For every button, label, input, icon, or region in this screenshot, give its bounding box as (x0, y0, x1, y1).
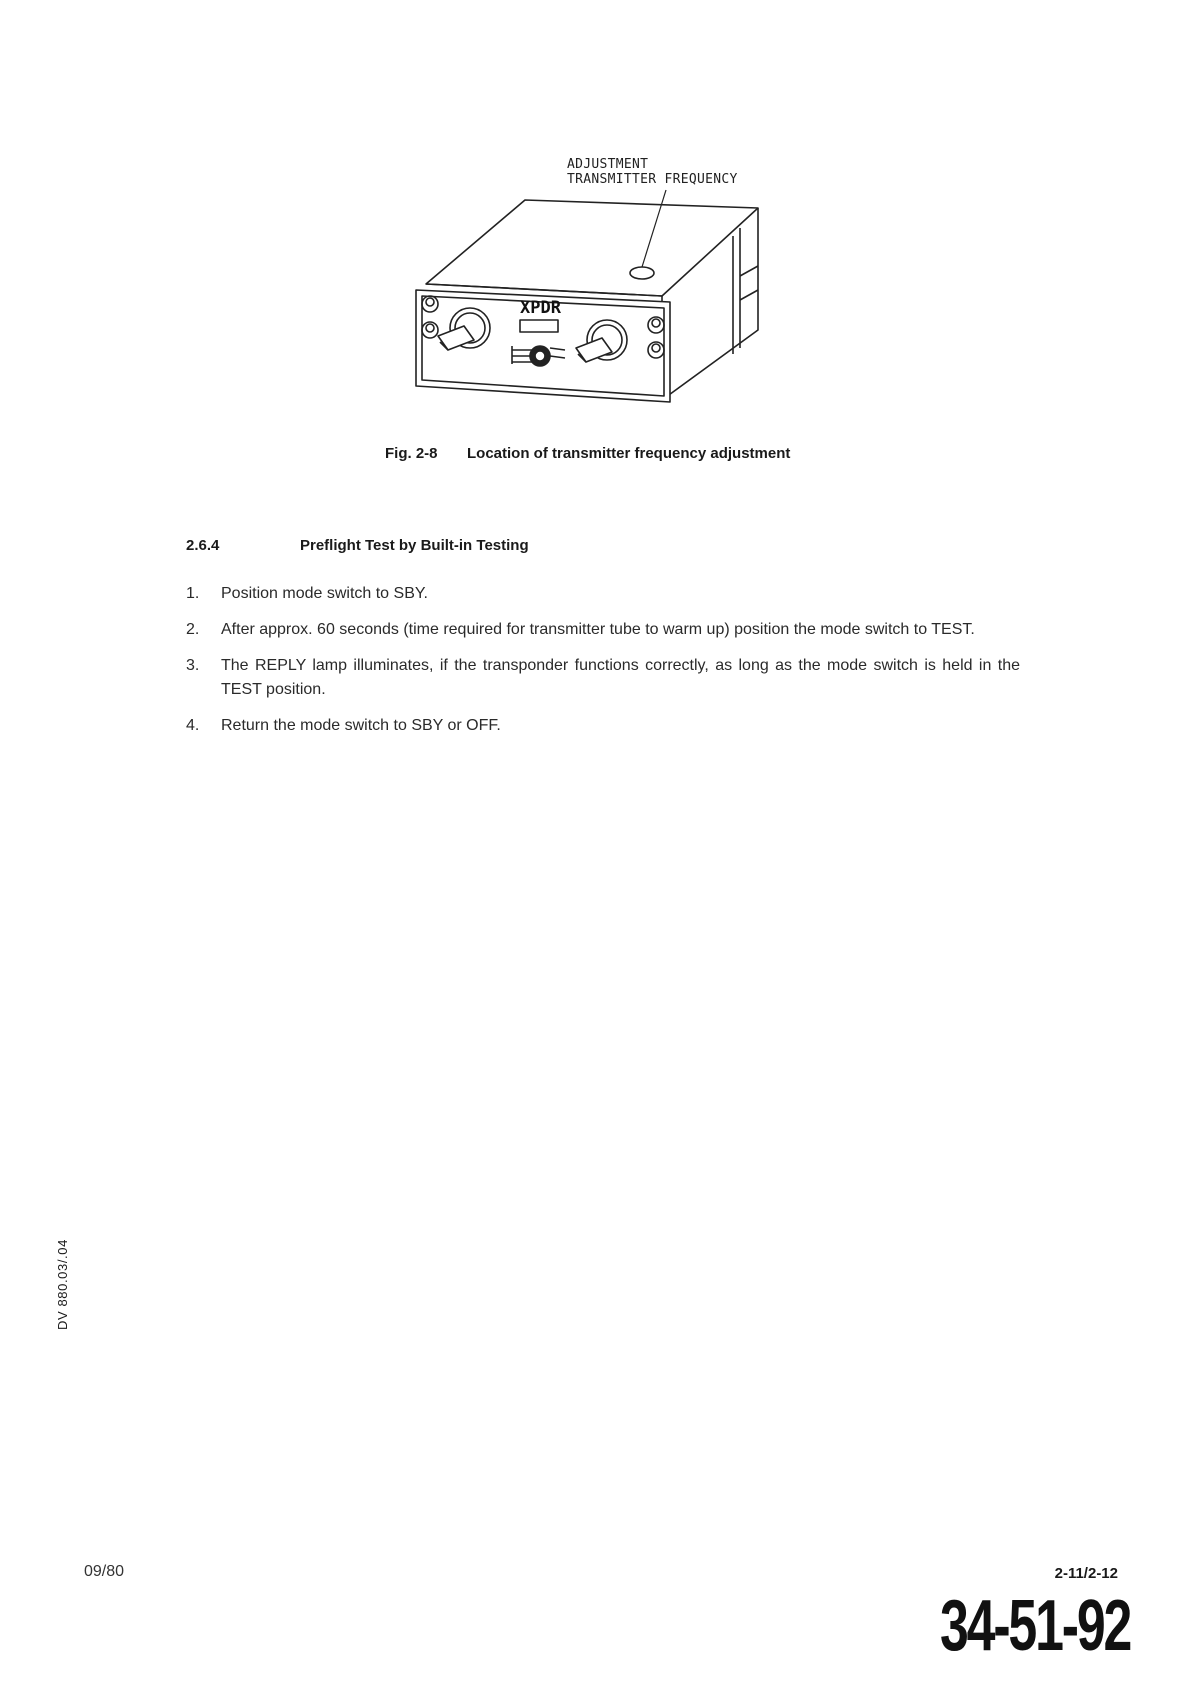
step-item (186, 582, 1020, 606)
step-number: 1. (186, 585, 200, 602)
step-text: The REPLY lamp illuminates, if the transponder functions correctly, as long as the mode switch is held in the TEST position. (221, 657, 1020, 698)
step-text: After approx. 60 seconds (time required for transmitter tube to warm up) position the mode switch to TEST. (221, 621, 975, 638)
section-title: Preflight Test by Built-in Testing (300, 537, 529, 554)
figure-caption-number: Fig. 2-8 (385, 445, 438, 462)
footer-date: 09/80 (84, 1563, 125, 1580)
step-number: 2. (186, 621, 200, 638)
footer-document-number: 34-51-92 (939, 1586, 1130, 1666)
step-item (186, 654, 1020, 702)
transponder-drawing (400, 150, 800, 420)
figure-caption-text: Location of transmitter frequency adjustment (467, 445, 791, 462)
step-text: Return the mode switch to SBY or OFF. (221, 717, 501, 734)
step-text: Position mode switch to SBY. (221, 585, 428, 602)
adjustment-callout (567, 157, 738, 187)
step-item (186, 618, 1020, 642)
side-document-code: DV 880.03/.04 (55, 1239, 70, 1330)
footer-page-numbers: 2-11/2-12 (1054, 1565, 1118, 1582)
step-item (186, 714, 1020, 738)
step-number: 3. (186, 657, 200, 674)
panel-label: XPDR (520, 298, 561, 318)
section-number: 2.6.4 (186, 537, 220, 554)
figure-caption (385, 445, 790, 462)
callout-line-1: ADJUSTMENT (567, 157, 649, 172)
procedure-steps (186, 582, 1020, 750)
step-number: 4. (186, 717, 200, 734)
transponder-figure (400, 150, 800, 420)
callout-line-2: TRANSMITTER FREQUENCY (567, 172, 738, 187)
section-heading (186, 537, 529, 554)
